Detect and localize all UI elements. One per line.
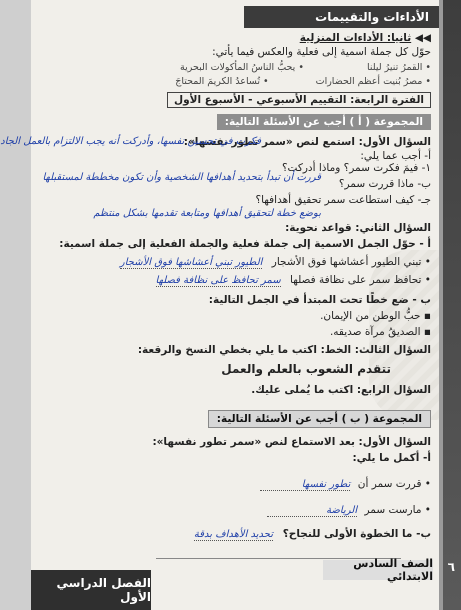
q1-a-3-row xyxy=(45,194,431,206)
group-b-q1-a-2-label: • مارست سمر xyxy=(364,504,431,516)
q2-a-2-row xyxy=(45,274,431,287)
group-a-q1-a: أ- أجب عما يلي: xyxy=(360,150,431,162)
group-a-q3-title: السؤال الثالث: الخط: اكتب ما يلي بخطي النسخ والرقعة: xyxy=(137,344,431,356)
group-b-q1-b-row xyxy=(45,528,431,541)
homework-heading: ◀◀ ثانيا: الأداءات المنزلية xyxy=(299,32,431,44)
group-a-title: المجموعة ( أ ) أجب عن الأسئلة التالية: xyxy=(217,114,431,130)
q1-a-2-answer: قررت أن تبدأ بتحديد أهدافها الشخصية وأن تكون مخططة لمستقبلها xyxy=(42,172,321,183)
footer-grade: الصف السادس الابتدائي xyxy=(323,560,433,580)
homework-items-row-2 xyxy=(45,76,431,87)
group-a-q2-a: أ - حوّل الجمل الاسمية إلى جملة فعلية والجملة الفعلية إلى جملة اسمية: xyxy=(59,238,431,250)
q2-b-2: ▪ الصديقُ مرآة صديقه. xyxy=(45,326,431,338)
group-a-q2-title: السؤال الثاني: قواعد نحوية: xyxy=(285,222,431,234)
section-title: الأداءات والتقييمات xyxy=(315,10,429,24)
homework-item: • القمرُ تنيرُ ليلنا xyxy=(367,62,431,73)
group-a-q2-b: ب - ضع خطًا تحت المبتدأ في الجمل التالية: xyxy=(208,294,431,306)
q2-a-2-answer: سمر تحافظ على نظافة فصلها xyxy=(155,275,281,286)
homework-item: • يحبُّ الناسُ المأكولات البحرية xyxy=(180,62,304,73)
q2-a-1-label: • تبني الطيور أعشاشها فوق الأشجار xyxy=(272,256,431,268)
group-b-q1-title: السؤال الأول: بعد الاستماع لنص «سمر تطور نفسها»: xyxy=(152,436,431,448)
group-b-q1-b-answer: تحديد الأهداف بدقة xyxy=(193,529,274,540)
homework-items-row-1 xyxy=(45,62,431,73)
group-a-title-row xyxy=(45,114,431,130)
group-b-q1-a-1-label: • قررت سمر أن xyxy=(358,478,431,490)
page-number: ٦ xyxy=(447,560,455,574)
assessment-period: الفترة الرابعة: التقييم الأسبوعي - الأسبوع الأول xyxy=(45,92,431,108)
group-b-title: المجموعة ( ب ) أجب عن الأسئلة التالية: xyxy=(208,410,431,428)
q2-a-2-label: • تحافظ سمر على نظافة فصلها xyxy=(290,274,431,286)
group-b-q1-a-1-answer: تطور نفسها xyxy=(260,479,350,491)
q1-a-3-label: جـ- كيف استطاعت سمر تحقيق أهدافها؟ xyxy=(255,194,431,206)
homework-item: • تُساعدُ الكريمَ المحتاجَ xyxy=(175,76,268,87)
group-b-q1-a-2-answer: الرياضة xyxy=(267,505,357,517)
q2-a-1-answer: الطيور تبني أعشاشها فوق الأشجار xyxy=(119,257,263,268)
q2-a-1-row xyxy=(45,256,431,269)
side-band xyxy=(439,0,461,610)
group-b-q1-b-label: ب- ما الخطوة الأولى للنجاح؟ xyxy=(282,528,431,540)
group-b-q1-a-1-row xyxy=(45,478,431,491)
group-b-q1-a: أ- أكمل ما يلي: xyxy=(352,452,431,464)
group-a-q3-text: تتقدم الشعوب بالعلم والعمل xyxy=(221,362,391,376)
group-a-q1-title: السؤال الأول: استمع لنص «سمر تطور نفسها»: xyxy=(183,136,431,148)
q1-a-1-answer: فكرت في تحسين نفسها، وأدركت أنه يجب الالتزام بالعمل الجاد xyxy=(0,136,261,147)
homework-item: • مصرُ بُنيت أعظم الحضارات xyxy=(316,76,431,87)
footer-term: الفصل الدراسي الأول xyxy=(31,570,151,610)
group-a-q4-title: السؤال الرابع: اكتب ما يُملى عليك. xyxy=(251,384,431,396)
group-b-q1-a-2-row xyxy=(45,504,431,517)
q1-a-1-label: ١- فيمَ فكرت سمر؟ وماذا أدركت؟ xyxy=(281,162,431,174)
homework-instruction: حوّل كل جملة اسمية إلى فعلية والعكس فيما يأتي: xyxy=(212,46,431,58)
q2-b-1: ▪ حبُّ الوطن من الإيمان. xyxy=(45,310,431,322)
group-b-title-row xyxy=(45,410,431,428)
q1-a-2-label: ب- ماذا قررت سمر؟ xyxy=(338,178,431,190)
q1-a-3-answer: بوضع خطة لتحقيق أهدافها ومتابعة تقدمها بشكل منتظم xyxy=(93,208,321,219)
section-header xyxy=(244,6,439,28)
